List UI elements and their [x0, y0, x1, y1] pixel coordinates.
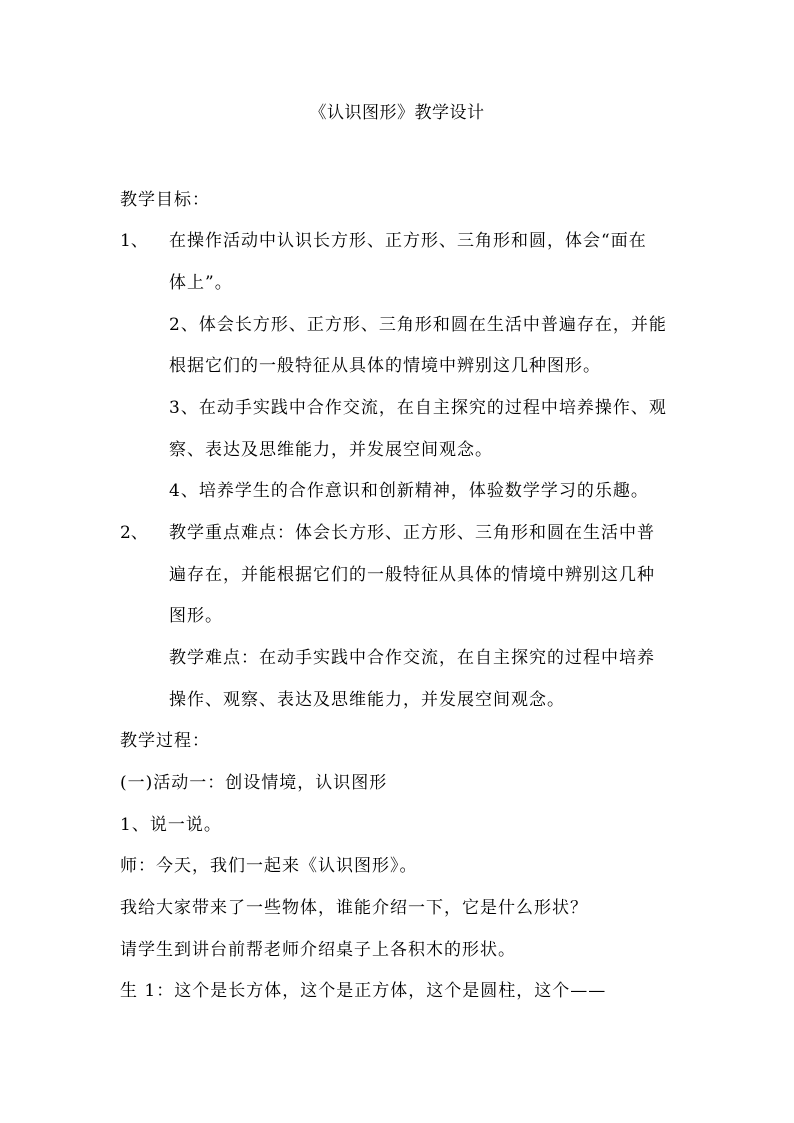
instruction-line: 请学生到讲台前帮老师介绍桌子上各积木的形状。: [120, 940, 516, 960]
difficulty-line1: 教学难点：在动手实践中合作交流，在自主探究的过程中培养: [169, 648, 655, 668]
sub2-line1: 2、体会长方形、正方形、三角形和圆在生活中普遍存在，并能: [169, 315, 667, 335]
objectives-heading: 教学目标：: [120, 190, 210, 210]
item1-number: 1、: [120, 231, 148, 251]
sub2-line2: 根据它们的一般特征从具体的情境中辨别这几种图形。: [169, 356, 601, 376]
difficulty-line2: 操作、观察、表达及思维能力，并发展空间观念。: [169, 690, 565, 710]
item2-number: 2、: [120, 523, 148, 543]
teacher-line: 师：今天，我们一起来《认识图形》。: [120, 856, 418, 876]
activity1-heading: (一)活动一：创设情境，认识图形: [120, 773, 388, 793]
item1-line1: 在操作活动中认识长方形、正方形、三角形和圆，体会“面在: [169, 231, 647, 251]
intro-line: 我给大家带来了一些物体，谁能介绍一下，它是什么形状？: [120, 898, 588, 918]
student1-line: 生 1：这个是长方体，这个是正方体，这个是圆柱，这个——: [120, 981, 607, 1001]
document-title: 《认识图形》教学设计: [309, 103, 485, 123]
item2-line2: 遍存在，并能根据它们的一般特征从具体的情境中辨别这几种: [169, 565, 655, 585]
process-heading: 教学过程：: [120, 731, 210, 751]
sub4-line1: 4、培养学生的合作意识和创新精神，体验数学学习的乐趣。: [169, 481, 649, 501]
sub3-line2: 察、表达及思维能力，并发展空间观念。: [169, 440, 493, 460]
sub3-line1: 3、在动手实践中合作交流，在自主探究的过程中培养操作、观: [169, 398, 667, 418]
item2-line1: 教学重点难点：体会长方形、正方形、三角形和圆在生活中普: [169, 523, 655, 543]
item1-line2: 体上”。: [169, 273, 233, 293]
step1-heading: 1、说一说。: [120, 815, 222, 835]
item2-line3: 图形。: [169, 606, 223, 626]
